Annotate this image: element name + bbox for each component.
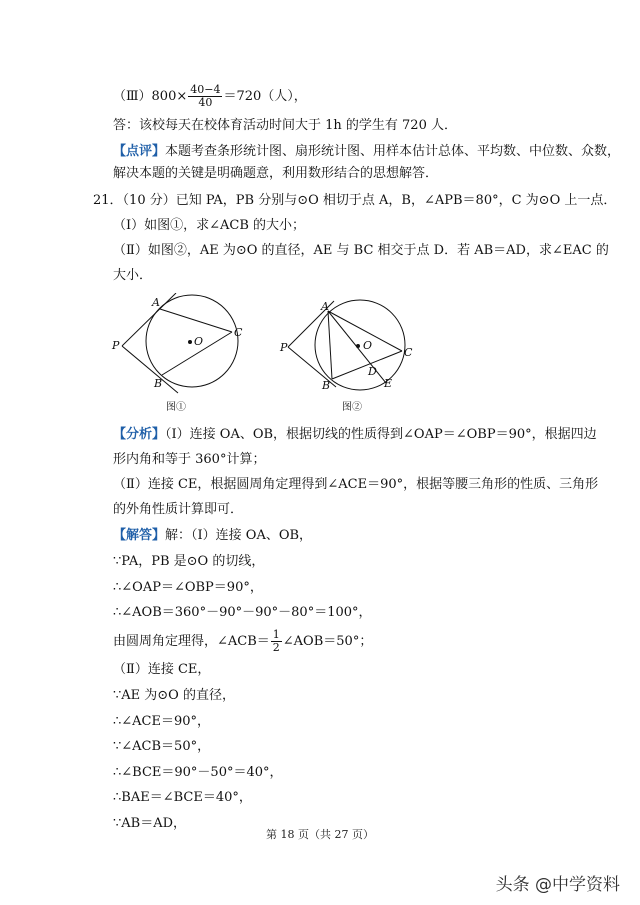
label-c-1: C — [234, 326, 243, 339]
fraction-denominator: 2 — [272, 641, 280, 654]
label-p-1: P — [112, 339, 120, 352]
line-text: 本题考查条形统计图、扇形统计图、用样本估计总体、平均数、中位数、众数， — [165, 144, 621, 159]
tangent-pb-1 — [122, 346, 178, 393]
text-line — [113, 713, 210, 731]
fraction — [188, 84, 222, 109]
line-text: ∵PA，PB 是⊙O 的切线， — [113, 554, 265, 569]
section-tag: 【分析】 — [113, 427, 166, 442]
text-line — [113, 143, 620, 161]
line-text: （Ⅰ）如图①，求∠ACB 的大小； — [113, 218, 306, 233]
line-text: 解决本题的关键是明确题意，利用数形结合的思想解答． — [113, 166, 439, 181]
line-text: ∵AE 为⊙O 的直径， — [113, 688, 235, 703]
line-text: （Ⅱ）连接 CE，根据圆周角定理得到∠ACE＝90°，根据等腰三角形的性质、三角形 — [113, 477, 599, 492]
line-text: ∴∠AOB＝360°－90°－90°－80°＝100°， — [113, 605, 372, 620]
text-line — [113, 527, 312, 545]
chord-ac-1 — [160, 309, 232, 332]
text-line — [113, 84, 307, 109]
line-text: ∴∠ACE＝90°， — [113, 714, 211, 729]
fraction-numerator: 1 — [272, 628, 280, 641]
line-text: 的外角性质计算即可． — [113, 502, 244, 517]
line-text: 形内角和等于 360°计算； — [113, 452, 266, 467]
text-line — [113, 553, 264, 571]
text-line — [113, 501, 243, 519]
chord-bc-2 — [332, 351, 402, 379]
chord-ab-2 — [328, 311, 332, 379]
label-a-2: A — [321, 300, 329, 313]
text-line — [113, 476, 598, 494]
label-p-2: P — [280, 341, 288, 354]
text-line — [113, 426, 597, 444]
text-line — [113, 789, 252, 807]
center-dot-1 — [188, 340, 192, 344]
fraction-denominator: 40 — [198, 96, 213, 109]
fraction-numerator: 40−4 — [190, 83, 221, 96]
text-line — [113, 579, 263, 597]
page-footer: 第 18 页（共 27 页） — [266, 828, 374, 841]
text-line — [113, 242, 609, 260]
label-a-1: A — [152, 296, 160, 309]
text-line — [113, 661, 210, 679]
label-c-2: C — [404, 346, 413, 359]
label-d-2: D — [368, 365, 377, 378]
line-text: ＝720（人）， — [223, 89, 307, 104]
line-text: 大小． — [113, 268, 153, 283]
text-line — [113, 764, 283, 782]
watermark: 头条 @中学资料 — [495, 875, 620, 895]
figure-2 — [279, 300, 413, 413]
label-b-1: B — [154, 377, 163, 390]
line-text: （Ⅰ）连接 OA、OB，根据切线的性质得到∠OAP＝∠OBP＝90°，根据四边 — [165, 427, 597, 442]
label-e-2: E — [384, 377, 393, 390]
text-line — [113, 165, 438, 183]
figure-1 — [111, 293, 243, 413]
text-line — [113, 267, 152, 285]
text-line — [113, 217, 305, 235]
label-o-2: O — [363, 339, 373, 352]
label-o-1: O — [194, 335, 204, 348]
line-text: 解：（Ⅰ）连接 OA、OB， — [165, 528, 313, 543]
caption-1: 图① — [166, 402, 186, 413]
text-line — [113, 451, 265, 469]
caption-2: 图② — [342, 402, 362, 413]
line-text: （Ⅱ）连接 CE， — [113, 662, 211, 677]
line-text: ∵AB＝AD， — [113, 816, 187, 831]
text-line — [113, 738, 210, 756]
text-line — [93, 192, 616, 210]
text-line — [113, 604, 372, 622]
tangent-pa-1 — [122, 293, 176, 346]
text-line — [113, 629, 372, 654]
fraction — [271, 629, 282, 654]
line-text: ∠AOB＝50°； — [282, 634, 373, 649]
section-tag: 【解答】 — [113, 528, 166, 543]
line-text: （Ⅱ）如图②，AE 为⊙O 的直径，AE 与 BC 相交于点 D．若 AB＝AD，求∠EAC 的 — [113, 243, 609, 258]
line-text: ∴∠BCE＝90°－50°＝40°， — [113, 765, 283, 780]
line-text: 由圆周角定理得，∠ACB＝ — [113, 634, 270, 649]
text-line — [113, 687, 235, 705]
section-tag: 【点评】 — [113, 144, 166, 159]
label-b-2: B — [322, 379, 331, 392]
line-text: ∴BAE＝∠BCE＝40°， — [113, 790, 252, 805]
geometry-figures — [110, 293, 420, 415]
center-dot-2 — [356, 344, 360, 348]
line-text: 21．（10 分）已知 PA，PB 分别与⊙O 相切于点 A，B，∠APB＝80°，C 为⊙O 上一点． — [93, 193, 617, 208]
line-text: 答：该校每天在校体育活动时间大于 1h 的学生有 720 人． — [113, 118, 457, 133]
line-text: ∴∠OAP＝∠OBP＝90°， — [113, 580, 263, 595]
line-text: （Ⅲ）800× — [113, 89, 188, 104]
line-text: ∵∠ACB＝50°， — [113, 739, 211, 754]
text-line — [113, 117, 457, 135]
